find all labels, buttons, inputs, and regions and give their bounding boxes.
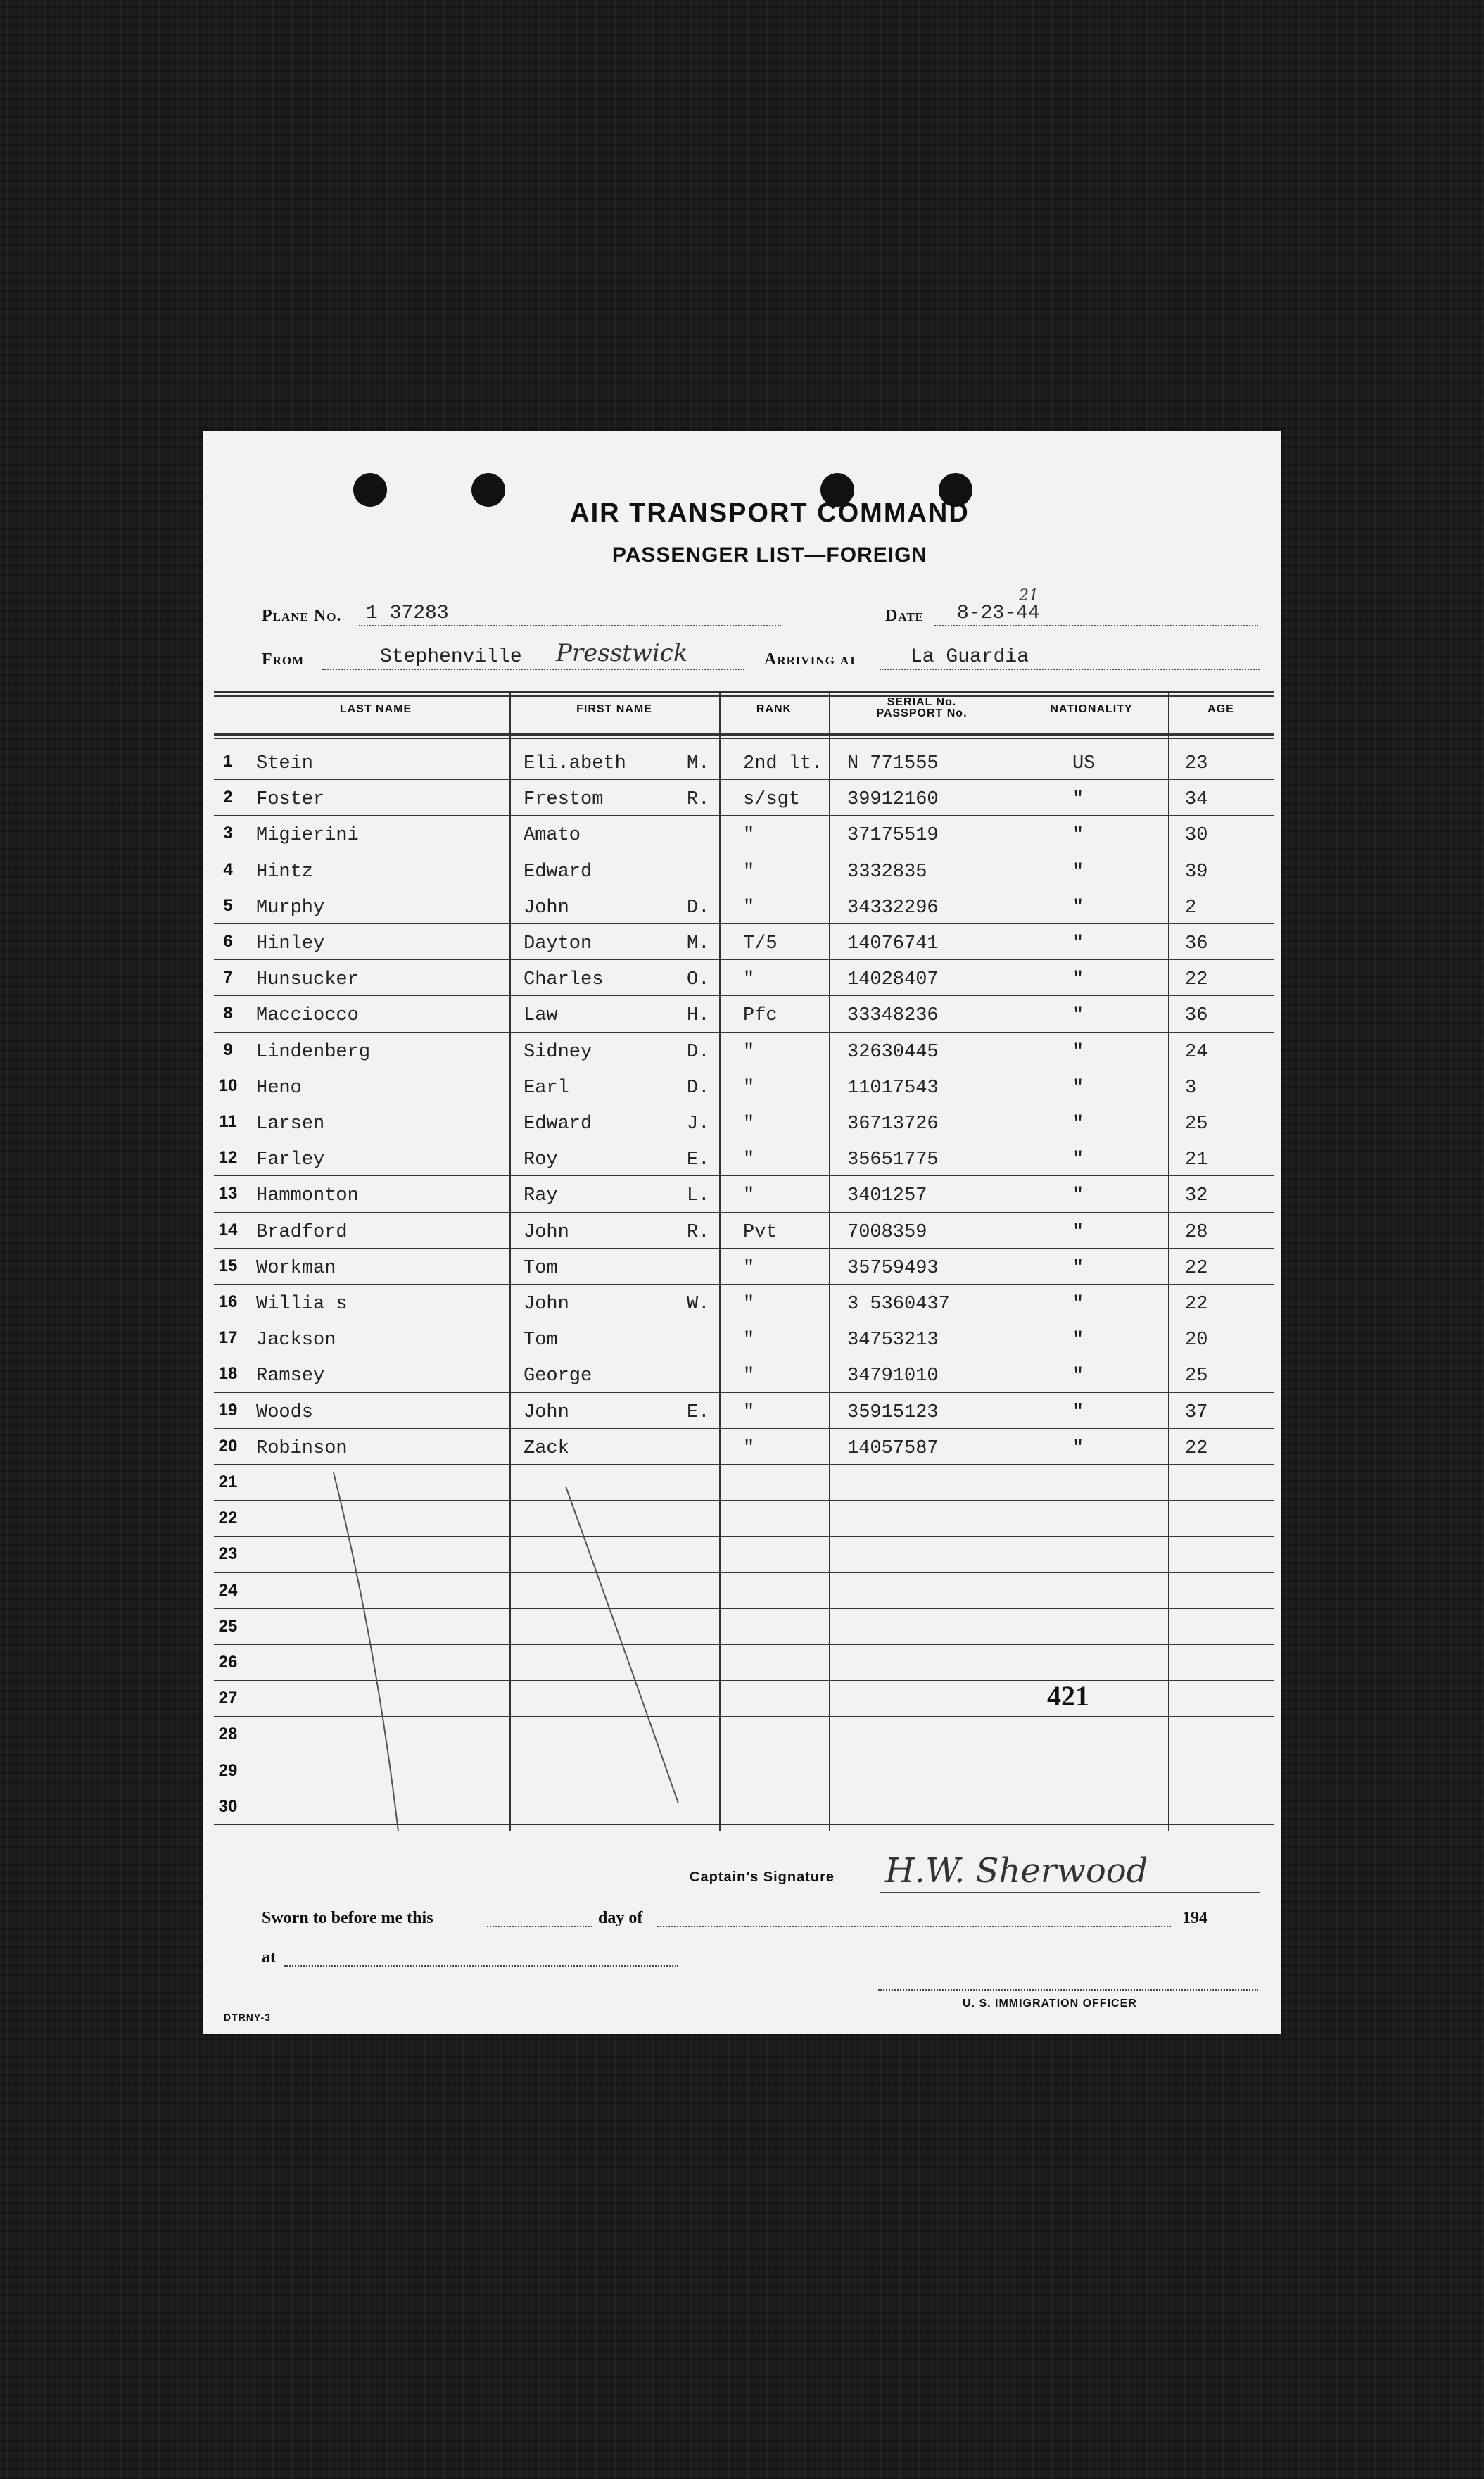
officer-label: U. S. IMMIGRATION OFFICER xyxy=(963,1998,1137,2010)
cell-rank: " xyxy=(743,1114,755,1135)
row-number: 25 xyxy=(218,1616,238,1636)
cell-last-name: Heno xyxy=(256,1077,302,1099)
date-rule xyxy=(934,625,1258,626)
cell-rank: " xyxy=(743,1330,755,1351)
cell-initial: E. xyxy=(687,1401,710,1423)
cell-initial: D. xyxy=(687,897,710,919)
cell-initial: R. xyxy=(687,1221,710,1243)
cell-serial: 36713726 xyxy=(847,1114,939,1135)
cell-first-name: Edward xyxy=(524,1114,592,1135)
cell-rank: " xyxy=(743,861,755,883)
cell-last-name: Hinley xyxy=(256,933,325,954)
cell-age: 34 xyxy=(1185,789,1208,811)
cell-nationality: US xyxy=(1072,753,1096,774)
cell-first-name: Roy xyxy=(524,1149,558,1171)
cell-age: 25 xyxy=(1185,1114,1208,1135)
cell-last-name: Stein xyxy=(256,753,314,774)
cell-rank: s/sgt xyxy=(743,789,801,811)
cell-serial: 7008359 xyxy=(847,1221,927,1243)
col-header-nationality: NATIONALITY xyxy=(1050,703,1133,715)
passenger-table xyxy=(214,691,1274,1831)
cell-last-name: Hunsucker xyxy=(256,969,359,991)
cell-rank: " xyxy=(743,897,755,919)
cell-initial: D. xyxy=(687,1041,710,1063)
cell-nationality: " xyxy=(1072,1185,1084,1207)
cell-serial: 3332835 xyxy=(847,861,927,883)
pencil-strike-marks xyxy=(214,691,1274,1831)
cell-age: 28 xyxy=(1185,1221,1208,1243)
cell-age: 2 xyxy=(1185,897,1197,919)
col-header-age: AGE xyxy=(1207,703,1234,715)
cell-last-name: Foster xyxy=(256,789,325,811)
row-number: 30 xyxy=(218,1796,238,1816)
row-number: 16 xyxy=(218,1292,238,1311)
cell-initial: L. xyxy=(687,1185,710,1207)
row-number: 18 xyxy=(218,1364,238,1384)
from-rule xyxy=(322,669,744,670)
cell-rank: " xyxy=(743,1077,755,1099)
row-number: 13 xyxy=(218,1184,238,1204)
date-label: Date xyxy=(885,607,925,625)
cell-first-name: Zack xyxy=(524,1437,569,1459)
row-number: 3 xyxy=(223,824,233,843)
at-label: at xyxy=(262,1948,276,1967)
cell-first-name: Law xyxy=(524,1005,558,1027)
cell-age: 36 xyxy=(1185,933,1208,954)
at-rule xyxy=(284,1965,678,1967)
cell-first-name: Tom xyxy=(524,1330,558,1351)
date-value: 8-23-44 xyxy=(957,603,1040,624)
cell-nationality: " xyxy=(1072,1330,1084,1351)
cell-rank: " xyxy=(743,1365,755,1387)
col-header-first-name: FIRST NAME xyxy=(576,703,652,715)
cell-first-name: Earl xyxy=(524,1077,569,1099)
row-number: 29 xyxy=(218,1760,238,1780)
row-number: 1 xyxy=(223,752,233,771)
arriving-value: La Guardia xyxy=(911,646,1029,668)
cell-first-name: Charles xyxy=(524,969,604,991)
cell-rank: Pvt xyxy=(743,1221,778,1243)
cell-rank: Pfc xyxy=(743,1005,778,1027)
cell-serial: 39912160 xyxy=(847,789,939,811)
cell-last-name: Murphy xyxy=(256,897,325,919)
cell-rank: " xyxy=(743,1041,755,1063)
cell-serial: 37175519 xyxy=(847,825,939,847)
date-struck-value: 21 xyxy=(1019,587,1039,605)
row-number: 14 xyxy=(218,1220,238,1240)
captain-signature: H.W. Sherwood xyxy=(885,1851,1148,1891)
cell-nationality: " xyxy=(1072,1401,1084,1423)
cell-initial: M. xyxy=(687,753,710,774)
cell-nationality: " xyxy=(1072,1149,1084,1171)
signature-label: Captain's Signature xyxy=(690,1869,835,1885)
cell-last-name: Macciocco xyxy=(256,1005,359,1027)
col-header-serial-line2: PASSPORT No. xyxy=(876,707,968,719)
form-title: AIR TRANSPORT COMMAND xyxy=(570,498,970,528)
cell-rank: 2nd lt. xyxy=(743,753,823,774)
row-number: 6 xyxy=(223,932,233,951)
cell-age: 20 xyxy=(1185,1330,1208,1351)
cell-last-name: Ramsey xyxy=(256,1365,325,1387)
cell-serial: 35915123 xyxy=(847,1401,939,1423)
cell-nationality: " xyxy=(1072,1257,1084,1279)
row-number: 20 xyxy=(218,1436,238,1456)
cell-nationality: " xyxy=(1072,1077,1084,1099)
row-number: 27 xyxy=(218,1689,238,1708)
cell-serial: 33348236 xyxy=(847,1005,939,1027)
day-of-label: day of xyxy=(598,1909,643,1927)
row-number: 26 xyxy=(218,1653,238,1672)
passenger-list-form xyxy=(203,431,1281,2034)
form-subtitle: PASSENGER LIST—FOREIGN xyxy=(611,543,928,567)
col-header-serial-line1: SERIAL No. xyxy=(887,696,957,708)
cell-serial: 35759493 xyxy=(847,1257,939,1279)
from-handwritten: Presstwick xyxy=(556,639,688,667)
cell-age: 22 xyxy=(1185,1257,1208,1279)
cell-nationality: " xyxy=(1072,861,1084,883)
cell-nationality: " xyxy=(1072,897,1084,919)
cell-serial: 32630445 xyxy=(847,1041,939,1063)
cell-rank: " xyxy=(743,1401,755,1423)
cell-rank: " xyxy=(743,969,755,991)
cell-first-name: Amato xyxy=(524,825,581,847)
row-number: 28 xyxy=(218,1724,238,1744)
cell-first-name: Eli.abeth xyxy=(524,753,626,774)
cell-initial: H. xyxy=(687,1005,710,1027)
row-number: 9 xyxy=(223,1040,233,1059)
cell-last-name: Larsen xyxy=(256,1114,325,1135)
form-code: DTRNY-3 xyxy=(224,2012,271,2023)
cell-first-name: Frestom xyxy=(524,789,604,811)
cell-initial: R. xyxy=(687,789,710,811)
cell-last-name: Lindenberg xyxy=(256,1041,371,1063)
sworn-day-rule xyxy=(487,1926,592,1927)
cell-age: 22 xyxy=(1185,1294,1208,1315)
col-header-rank: RANK xyxy=(756,703,792,715)
cell-initial: E. xyxy=(687,1149,710,1171)
cell-last-name: Hammonton xyxy=(256,1185,359,1207)
cell-age: 30 xyxy=(1185,825,1208,847)
cell-age: 23 xyxy=(1185,753,1208,774)
signature-rule xyxy=(880,1892,1260,1893)
row-number: 21 xyxy=(218,1472,238,1491)
cell-serial: 3 5360437 xyxy=(847,1294,950,1315)
cell-rank: " xyxy=(743,1149,755,1171)
cell-serial: N 771555 xyxy=(847,753,939,774)
cell-serial: 34791010 xyxy=(847,1365,939,1387)
cell-initial: J. xyxy=(687,1114,710,1135)
cell-first-name: John xyxy=(524,897,569,919)
cell-initial: D. xyxy=(687,1077,710,1099)
col-header-last-name: LAST NAME xyxy=(339,703,412,715)
cell-serial: 35651775 xyxy=(847,1149,939,1171)
cell-age: 22 xyxy=(1185,1437,1208,1459)
cell-age: 24 xyxy=(1185,1041,1208,1063)
cell-nationality: " xyxy=(1072,1365,1084,1387)
cell-first-name: John xyxy=(524,1221,569,1243)
arriving-rule xyxy=(880,669,1260,670)
cell-serial: 14076741 xyxy=(847,933,939,954)
from-label: From xyxy=(262,650,305,669)
plane-value: 1 37283 xyxy=(366,603,449,624)
cell-last-name: Workman xyxy=(256,1257,336,1279)
cell-age: 25 xyxy=(1185,1365,1208,1387)
row-number: 8 xyxy=(223,1004,233,1023)
cell-last-name: Bradford xyxy=(256,1221,348,1243)
row-number: 5 xyxy=(223,895,233,915)
cell-rank: " xyxy=(743,1185,755,1207)
cell-rank: " xyxy=(743,1437,755,1459)
from-value: Stephenville xyxy=(380,646,522,668)
row-number: 4 xyxy=(223,859,233,879)
plane-label: Plane No. xyxy=(262,607,342,625)
cell-serial: 14028407 xyxy=(847,969,939,991)
cell-nationality: " xyxy=(1072,1437,1084,1459)
cell-age: 22 xyxy=(1185,969,1208,991)
row-number: 10 xyxy=(218,1076,238,1095)
cell-nationality: " xyxy=(1072,825,1084,847)
cell-first-name: John xyxy=(524,1294,569,1315)
handwritten-note: 421 xyxy=(1047,1680,1089,1712)
cell-nationality: " xyxy=(1072,1114,1084,1135)
row-number: 7 xyxy=(223,968,233,988)
cell-serial: 14057587 xyxy=(847,1437,939,1459)
cell-age: 32 xyxy=(1185,1185,1208,1207)
cell-initial: M. xyxy=(687,933,710,954)
cell-nationality: " xyxy=(1072,1005,1084,1027)
cell-serial: 34332296 xyxy=(847,897,939,919)
cell-rank: " xyxy=(743,1294,755,1315)
row-number: 19 xyxy=(218,1400,238,1420)
cell-last-name: Farley xyxy=(256,1149,325,1171)
cell-nationality: " xyxy=(1072,1221,1084,1243)
row-number: 24 xyxy=(218,1580,238,1600)
row-number: 2 xyxy=(223,788,233,807)
row-number: 12 xyxy=(218,1148,238,1168)
cell-last-name: Willia s xyxy=(256,1294,348,1315)
cell-nationality: " xyxy=(1072,933,1084,954)
cell-nationality: " xyxy=(1072,969,1084,991)
arriving-label: Arriving at xyxy=(764,650,858,669)
officer-rule xyxy=(878,1989,1258,1991)
cell-age: 37 xyxy=(1185,1401,1208,1423)
row-number: 17 xyxy=(218,1328,238,1348)
cell-age: 21 xyxy=(1185,1149,1208,1171)
sworn-month-rule xyxy=(657,1926,1171,1927)
cell-initial: W. xyxy=(687,1294,710,1315)
cell-age: 36 xyxy=(1185,1005,1208,1027)
row-number: 15 xyxy=(218,1256,238,1275)
cell-last-name: Robinson xyxy=(256,1437,348,1459)
cell-age: 39 xyxy=(1185,861,1208,883)
cell-last-name: Hintz xyxy=(256,861,314,883)
cell-first-name: John xyxy=(524,1401,569,1423)
cell-first-name: George xyxy=(524,1365,592,1387)
cell-first-name: Edward xyxy=(524,861,592,883)
cell-rank: T/5 xyxy=(743,933,778,954)
row-number: 22 xyxy=(218,1508,238,1528)
plane-rule xyxy=(359,625,781,626)
cell-serial: 3401257 xyxy=(847,1185,927,1207)
row-number: 11 xyxy=(219,1112,237,1131)
cell-serial: 11017543 xyxy=(847,1077,939,1099)
cell-nationality: " xyxy=(1072,1294,1084,1315)
cell-last-name: Migierini xyxy=(256,825,359,847)
cell-serial: 34753213 xyxy=(847,1330,939,1351)
sworn-label: Sworn to before me this xyxy=(262,1909,433,1927)
cell-rank: " xyxy=(743,1257,755,1279)
cell-last-name: Jackson xyxy=(256,1330,336,1351)
cell-first-name: Sidney xyxy=(524,1041,592,1063)
cell-age: 3 xyxy=(1185,1077,1197,1099)
cell-nationality: " xyxy=(1072,789,1084,811)
row-number: 23 xyxy=(218,1544,238,1564)
cell-nationality: " xyxy=(1072,1041,1084,1063)
year-label: 194 xyxy=(1182,1909,1207,1927)
cell-rank: " xyxy=(743,825,755,847)
cell-first-name: Tom xyxy=(524,1257,558,1279)
cell-initial: O. xyxy=(687,969,710,991)
cell-last-name: Woods xyxy=(256,1401,314,1423)
cell-first-name: Dayton xyxy=(524,933,592,954)
cell-first-name: Ray xyxy=(524,1185,558,1207)
